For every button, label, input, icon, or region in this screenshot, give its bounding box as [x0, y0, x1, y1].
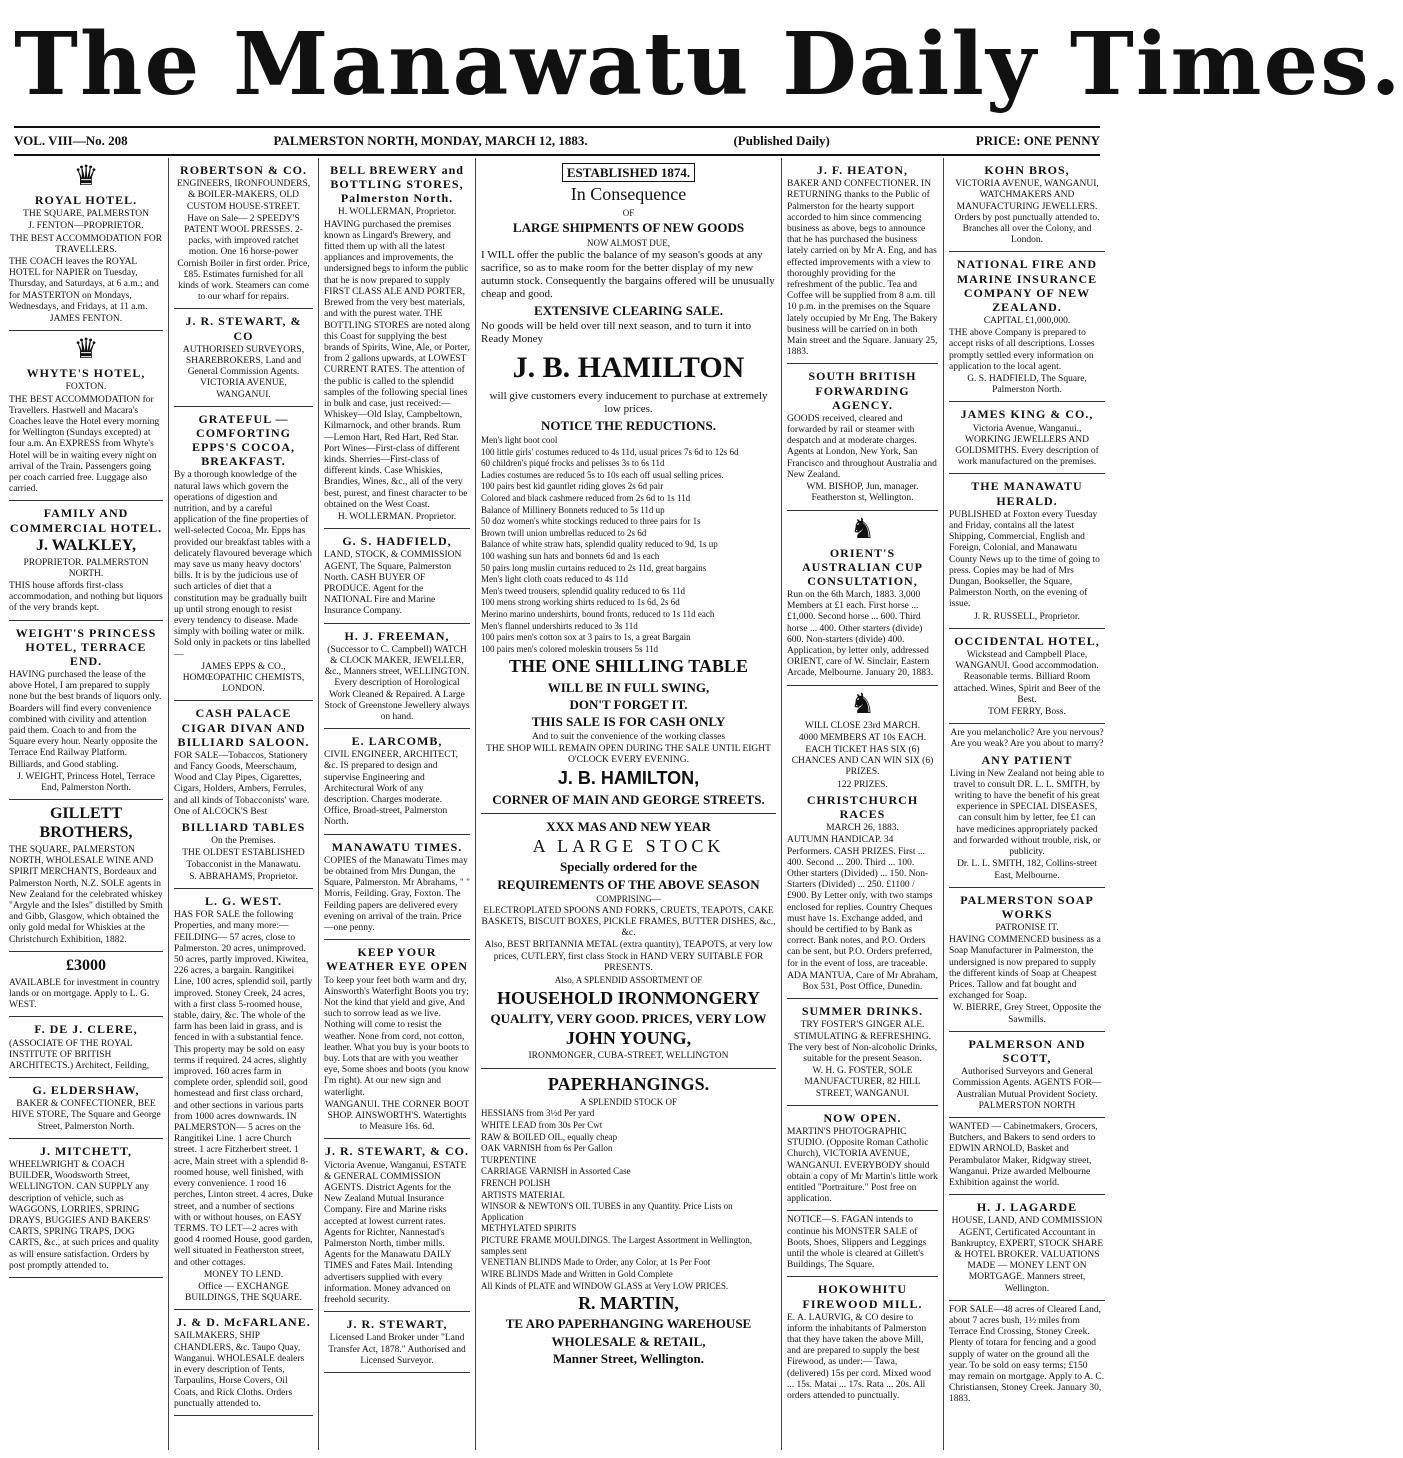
ad-title: PALMERSON AND SCOTT,	[968, 1036, 1086, 1065]
ad-money: MONEY TO LEND.	[203, 1269, 284, 1280]
published-note: (Published Daily)	[733, 133, 830, 148]
ad-princess-hotel	[9, 621, 163, 801]
ad-tables: BILLIARD TABLES	[181, 820, 306, 835]
ad-body: Living in New Zealand not being able to travel to consult DR. L. L. SMITH, by writing to have the benefit of his great experience in SPECIAL DISEASES, can consult him by letter, fee £1 can have medicines appropriately packed and forwarded without trouble, risk, or publicity.	[949, 768, 1105, 858]
ad-title: MANAWATU TIMES.	[331, 839, 463, 854]
ad-title: L. G. WEST.	[205, 894, 282, 909]
ad-title: PALMERSTON SOAP WORKS	[960, 892, 1094, 921]
ad-title: WHYTE'S HOTEL,	[26, 366, 146, 381]
reduction-line: 50 doz women's white stockings reduced to three pairs for 1s	[481, 516, 701, 527]
ad-sub: ENGINEERS, IRONFOUNDERS, & BOILER-MAKERS, OLD CUSTOM HOUSE-STREET.	[176, 179, 311, 212]
reduction-line: 50 pairs long muslin curtains reduced to 2s 11d, great bargains	[481, 562, 707, 573]
ad-lagarde	[949, 1195, 1105, 1301]
paper-item: ARTISTS MATERIAL	[481, 1189, 565, 1200]
ad-body: THE above Company is prepared to accept risks of all descriptions. Losses promptly settled every information on application to the local agent.	[949, 328, 1095, 372]
ad-wanted	[949, 1118, 1105, 1195]
ad-sign: S. ABRAHAMS, Proprietor.	[189, 871, 298, 882]
ad-quality: QUALITY, VERY GOOD. PRICES, VERY LOW	[490, 1010, 767, 1026]
ad-body: AUTHORISED SURVEYORS, SHAREBROKERS, Land and General Commission Agents. VICTORIA AVENUE, WANGANUI.	[182, 344, 305, 400]
paper-item: RAW & BOILED OIL, equally cheap	[481, 1131, 618, 1142]
ad-body: Victoria Avenue, Wanganui., WORKING JEWELLERS AND GOLDSMITHS. Every description of work manufactured on the premises.	[955, 423, 1099, 468]
ad-sign: WANGANUI. THE CORNER BOOT SHOP. AINSWORTH'S. Watertights to Measure 16s. 6d.	[324, 1099, 470, 1133]
ad-body: (Successor to C. Campbell) WATCH & CLOCK MAKER, JEWELLER, &c., Manners street, WELLINGTON. Every description of Horological Work Cleaned & Repaired. A Large Stock of Greenstone Jewellery always on hand.	[324, 644, 470, 722]
ad-christchurch-races	[787, 686, 938, 1000]
ad-swing: WILL BE IN FULL SWING,	[547, 679, 710, 695]
ad-title: J. R. STEWART, & CO.	[324, 1144, 470, 1159]
ad-notice: NOTICE THE REDUCTIONS.	[541, 417, 716, 433]
ad-body: TRY FOSTER'S GINGER ALE. STIMULATING & REFRESHING. The very best of Non-alcoholic Drinks, suitable for the present Season.	[787, 1020, 938, 1064]
column-6	[944, 158, 1110, 1450]
ad-britannia: Also, BEST BRITANNIA METAL (extra quantity), TEAPOTS, at very low prices, CUTLERY, first class Stock in HAND VERY SUITABLE FOR PRESENTS.	[484, 940, 773, 973]
ad-martin-addr: Manner Street, Wellington.	[553, 1351, 704, 1367]
reduction-line: Colored and black cashmere reduced from 2s 6d to 1s 11d	[481, 492, 691, 503]
ad-title: J. MITCHETT,	[39, 1143, 133, 1158]
ad-body: HAS FOR SALE the following Properties, and many more:— FEILDING— 57 acres, close to Palmerston. 20 acres, unimproved. 50 acres, partly improved. Kiwitea, 226 acres, a bargain. Rangitikei Line, 100 acres, splendid soil, partly improved. Stoney Creek, 24 acres, with a first class 5-roomed house, stable, dairy, &c. The whole of the farm has been laid in grass, and is fenced in with a substantial fence. This property may be sold on easy terms if required. 24 acres, slightly improved. 160 acres farm in complete order, splendid soil, good homestead and first class orchard, and other sections in various parts from 1000 acres downwards. IN PALMERSTON— 5 acres on the Rangitikei Line. 1 acre Church street. 1 acre Fitzherbert street. 1 acre, Main street with a splendid 8-roomed house, well finished, with every convenience. 1 rood 16 perches, Linton street. 4 acres, Duke street, and a number of sections with or without houses, on EASY TERMS. TO LET—2 acres with good 4 roomed House, good garden, well situated in Featherston street, and other cottages.	[174, 910, 313, 1268]
ad-stewart-agents	[324, 1139, 470, 1312]
ad-body: To keep your feet both warm and dry, Ainsworth's Waterfight Boots you try; Not the kind that yield and give, And such to sorrow lead as we live. Nothing will come to resist the weather. None from cord, not cotton, leather. What you buy is your boots to buy. Lots that are with you weather eye, Some shoes and boots (you know I'm right). At our new sign and waterlight.	[324, 975, 470, 1098]
ad-ironmongery: HOUSEHOLD IRONMONGERY	[497, 987, 760, 1008]
racehorse-icon: ♞	[849, 513, 876, 545]
ad-close: WILL CLOSE 23rd MARCH.	[804, 720, 921, 731]
ad-hamilton-sale	[481, 158, 776, 814]
ad-sign: TOM FERRY, Boss.	[988, 706, 1066, 717]
ad-body: LAND, STOCK, & COMMISSION AGENT, The Square, Palmerston North. CASH BUYER OF PRODUCE. Agent for the NATIONAL Fire and Marine Insurance Company.	[324, 550, 462, 617]
ad-owner: H. WOLLERMAN, Proprietor.	[337, 207, 457, 218]
ad-body: HOUSE, LAND, AND COMMISSION AGENT, Certificated Accountant in Bankruptcy, EXPERT, STOCK SHARE & HOTEL BROKER. VALUATIONS MADE — MONEY LENT ON MORTGAGE. Manners street, Wellington.	[950, 1216, 1104, 1294]
ad-body: SAILMAKERS, SHIP CHANDLERS, &c. Taupo Quay, Wanganui. WHOLESALE dealers in every description of Tents, Tarpaulins, Horse Covers, Oil Coats, and Rick Cloths. Orders punctually attended to.	[174, 1331, 305, 1409]
ad-title: CHRISTCHURCH RACES	[806, 792, 919, 821]
ad-title: J. & D. McFARLANE.	[176, 1315, 311, 1330]
ad-body: GOODS received, cleared and forwarded by rail or steamer with despatch and at moderate charges. Agents at London, New York, San Francisco and throughout Australia and New Zealand.	[787, 413, 937, 480]
ad-west	[174, 889, 313, 1310]
ad-money	[9, 952, 163, 1017]
ad-ticket: EACH TICKET HAS SIX (6) CHANCES AND CAN WIN SIX (6) PRIZES.	[791, 745, 934, 778]
ad-title: G. S. HADFIELD,	[342, 534, 452, 549]
ad-office: Office — EXCHANGE BUILDINGS, THE SQUARE.	[185, 1281, 302, 1304]
reduction-line: 100 mens strong working shirts reduced to 1s 6d, 2s 6d	[481, 597, 680, 608]
ad-commercial-hotel	[9, 501, 163, 620]
ad-body: BAKER & CONFECTIONER, BEE HIVE STORE, The Square and George Street, Palmerston North.	[11, 1099, 161, 1132]
ad-stewart-broker	[324, 1312, 470, 1373]
ad-dr-smith	[949, 724, 1105, 888]
ad-hamilton-name: J. B. HAMILTON	[512, 351, 745, 385]
ad-body: FOR SALE—Tobaccos, Stationery and Fancy Goods, Meerschaum, Wood and Clay Pipes, Cigarettes, Cigars, Holders, Ambers, Ferrules, and all kinds of Tobacconists' ware. One of ALCOCK'S Best	[174, 750, 310, 817]
ad-body: AUTUMN HANDICAP. 34 Performers. CASH PRIZES. First ... 400. Second ... 200. Third ... 100. Other starters (Divided) ... 150. Non-Starters (Divided) ... 250. £1100 / £900. By Letter only, with two stamps enclosed for replies. Country Cheques must have 1s. Exchange added, and should be certified to by Bank as correct. Bank notes, and P.O. Orders can be sent, but P.O. Orders preferred, for in the event of loss, are traceable.	[787, 835, 933, 969]
paper-item: VENETIAN BLINDS Made to Order, any Color, at 1s Per Foot	[481, 1257, 711, 1268]
ad-freeman	[324, 624, 470, 730]
reduction-line: 100 pairs best kid gauntlet riding gloves 2s 6d pair	[481, 481, 664, 492]
ad-title: SUMMER DRINKS.	[801, 1004, 924, 1019]
ad-title: GILLETT BROTHERS,	[39, 805, 133, 842]
ad-mcfarlane	[174, 1310, 313, 1416]
ad-sub: PATRONISE IT.	[995, 923, 1059, 934]
ad-title: SOUTH BRITISH FORWARDING AGENCY.	[808, 369, 917, 412]
ad-weather-eye	[324, 940, 470, 1139]
reduction-line: Balance of white straw hats, splendid quality reduced to 9d, 1s up	[481, 539, 718, 550]
ad-body: Have on Sale— 2 SPEEDY'S PATENT WOOL PRESSES. 2-packs, with improved ratchet motion. One 16 horse-power Cornish Boiler in first order. Price, £85. Estimates furnished for all kinds of work. Steamers can come to our wharf for repairs.	[177, 213, 310, 303]
ad-title: NATIONAL FIRE AND MARINE INSURANCE COMPANY OF NEW ZEALAND.	[956, 257, 1098, 314]
ad-stewart	[174, 309, 313, 406]
ad-title: J. R. STEWART,	[346, 1317, 448, 1332]
ad-john-young	[481, 814, 776, 1069]
ad-title: J. F. HEATON,	[816, 163, 909, 177]
ad-place: FOXTON.	[65, 382, 107, 393]
paper-item: CARRIAGE VARNISH in Assorted Case	[481, 1166, 631, 1177]
ad-comprising: COMPRISING—	[596, 894, 661, 905]
column-2	[169, 158, 319, 1450]
reductions-list	[481, 435, 776, 655]
ad-sign: JAMES EPPS & CO., HOMŒOPATHIC CHEMISTS, LONDON.	[182, 661, 305, 695]
reduction-line: Men's flannel undershirts reduced to 3s 11d	[481, 620, 638, 631]
ad-south-british	[787, 364, 938, 510]
ad-sign: W. BIERRE, Grey Street, Opposite the Sawmills.	[953, 1003, 1101, 1025]
ad-young-name: JOHN YOUNG,	[565, 1028, 692, 1049]
reduction-line: 100 pairs men's colored moleskin trousers 5s 11d	[481, 643, 659, 654]
ad-title: F. DE J. CLERE,	[34, 1022, 138, 1037]
ad-title: KEEP YOUR WEATHER EYE OPEN	[326, 945, 468, 974]
ad-body: Run on the 6th March, 1883. 3,000 Members at £1 each. First horse ... £1,000. Second horse ... 600. Third horse ... 400. Other starters (divide) 600. Non-starters (divide) 400. Application, by letter only, addressed ORIENT, care of W. Sinclair, Eastern Arcade, Melbourne. January 20, 1883.	[787, 589, 934, 679]
ad-robertson	[174, 158, 313, 309]
ad-hadfield	[324, 529, 470, 623]
ad-large-stock: A LARGE STOCK	[532, 836, 725, 857]
ad-corner: CORNER OF MAIN AND GEORGE STREETS.	[492, 791, 765, 807]
coat-of-arms-icon: ♛	[73, 334, 99, 366]
ad-body: THE BEST ACCOMMODATION for Travellers. Hastwell and Macara's Coaches leave the Hotel every morning for Wellington (Sundays excepted) at four a.m. An EXPRESS from Whyte's Hotel will be in waiting every night on arrival of the Train. Passengers going per coach carried free. Luggage also carried.	[9, 394, 160, 495]
column-1	[4, 158, 169, 1450]
ad-paperhangings: PAPERHANGINGS.	[547, 1073, 710, 1094]
issue-date: PALMERSTON NORTH, MONDAY, MARCH 12, 1883.	[273, 133, 588, 148]
ad-forget: DON'T FORGET IT.	[569, 697, 688, 713]
ad-title: KOHN BROS,	[984, 163, 1070, 177]
ad-firewood	[787, 1277, 938, 1407]
ad-headline: In Consequence	[570, 184, 687, 205]
price: PRICE: ONE PENNY	[975, 133, 1100, 148]
masthead-title: The Manawatu Daily Times.	[14, 14, 1403, 115]
ad-title: E. LARCOMB,	[351, 734, 443, 749]
ad-kohn-bros	[949, 158, 1105, 252]
ad-premises: On the Premises.	[211, 836, 276, 847]
ad-oldest: THE OLDEST ESTABLISHED Tobacconist in the Manawatu.	[182, 848, 305, 870]
ad-fagan	[787, 1211, 938, 1277]
ad-national-insurance	[949, 252, 1105, 402]
ad-title: ROBERTSON & CO.	[180, 163, 307, 177]
column-5	[782, 158, 944, 1450]
reduction-line: 100 little girls' costumes reduced to 4s 11d, usual prices 7s 6d to 12s 6d	[481, 446, 739, 457]
ad-body: Wickstead and Campbell Place, WANGANUI. Good accommodation. Reasonable terms. Billiard Room attached. Wines, Spirit and Beer of the Best.	[953, 649, 1101, 705]
ad-gillett-brothers	[9, 800, 163, 952]
reduction-line: Men's light cloth coats reduced to 4s 11d	[481, 574, 629, 585]
ad-paper-stock: A SPLENDID STOCK OF	[579, 1096, 678, 1107]
ad-cash-palace	[174, 701, 313, 889]
ad-body: (ASSOCIATE OF THE ROYAL INSTITUTE OF BRITISH ARCHITECTS.) Architect, Feilding,	[9, 1038, 150, 1071]
reduction-line: Balance of Millinery Bonnets reduced to 5s 11d up	[481, 504, 665, 515]
paper-item: FRENCH POLISH	[481, 1178, 551, 1189]
ad-body: THE COACH leaves the ROYAL HOTEL for NAPIER on Tuesday, Thursday, and Saturdays, at 6 a.m.; and for MASTERTON on Mondays, Wednesdays, and Fridays, at 11 a.m.	[9, 256, 159, 312]
ad-intro: I WILL offer the public the balance of my season's goods at any sacrifice, so as to make room for the better display of my new autumn stock. Consequently the bargains offered will be unusually cheap and good.	[481, 249, 775, 301]
ad-title: JAMES KING & CO.,	[960, 407, 1094, 422]
reduction-line: Men's light boot cool	[481, 434, 558, 445]
column-3	[319, 158, 476, 1450]
ad-manawatu-herald	[949, 474, 1105, 628]
paper-item: WHITE LEAD from 30s Per Cwt	[481, 1119, 603, 1130]
ad-body: WANTED — Cabinetmakers, Grocers, Butchers, and Bakers to send orders to EDWIN ARNOLD, Basket and Perambulator Maker, Ridgway street, Wanganui. Prize awarded Melbourne Exhibition against the world.	[949, 1121, 1098, 1188]
established: ESTABLISHED 1874.	[481, 163, 776, 182]
ad-body: COPIES of the Manawatu Times may be obtained from Mrs Dungan, the Square, Palmerston. Mr Abrahams, " " Morris, Feilding. Gray, Foxton. The Feilding papers are delivered every evening on arrival of the train. Price—one penny.	[324, 855, 471, 934]
reduction-line: 100 pairs men's cotton sox at 3 pairs to 1s, a great Bargain	[481, 632, 691, 643]
reduction-line: Men's tweed trousers, splendid quality reduced to 6s 11d	[481, 585, 685, 596]
dateline	[14, 126, 1100, 156]
ad-clearing: EXTENSIVE CLEARING SALE.	[534, 302, 723, 318]
ad-open-till: THE SHOP WILL REMAIN OPEN DURING THE SALE UNTIL EIGHT O'CLOCK EVERY EVENING.	[486, 743, 771, 766]
ad-of: OF	[622, 207, 635, 218]
paper-item: TURPENTINE	[481, 1154, 537, 1165]
ad-mitchett	[9, 1139, 163, 1278]
racehorse-icon: ♞	[849, 688, 876, 720]
ad-capital: CAPITAL £1,000,000.	[983, 316, 1071, 326]
ad-name: J. WALKLEY,	[35, 536, 137, 554]
ad-title: H. J. FREEMAN,	[344, 628, 450, 643]
paper-item: WIRE BLINDS Made and Written in Gold Complete	[481, 1268, 673, 1279]
ad-body: NOTICE—S. FAGAN intends to continue his MONSTER SALE of Boots, Shoes, Slippers and Leggings until the whole is cleared at Gillett's Buildings, The Square.	[787, 1215, 927, 1271]
ad-owner: J. FENTON—PROPRIETOR.	[28, 221, 144, 232]
ad-title: ORIENT'S AUSTRALIAN CUP CONSULTATION,	[801, 545, 923, 588]
paper-items-list	[481, 1108, 776, 1291]
ad-xmas: XXX MAS AND NEW YEAR	[546, 818, 711, 834]
ad-whytes-hotel	[9, 331, 163, 501]
ad-cash-only: THIS SALE IS FOR CASH ONLY	[531, 714, 726, 730]
ad-prizes: 122 PRIZES.	[837, 779, 888, 790]
ad-inducement: will give customers every inducement to purchase at extremely low prices.	[489, 389, 768, 415]
ad-sign: H. WOLLERMAN. Proprietor.	[337, 511, 457, 522]
paper-item: OAK VARNISH from 6s Per Gallon	[481, 1143, 613, 1154]
coat-of-arms-icon: ♛	[73, 161, 99, 192]
ad-for-sale	[949, 1301, 1105, 1411]
ad-requirements: REQUIREMENTS OF THE ABOVE SEASON	[497, 876, 760, 892]
ad-body: HAVING purchased the lease of the above Hotel, I am prepared to supply none but the best brands of liquors only. Boarders will find every convenience combined with civility and attention paid them. Coach to and from the Square every hour. Nearly opposite the Terrace End Railway Platform. Billiards, and Good stabling.	[9, 670, 162, 770]
ad-occidental-hotel	[949, 629, 1105, 724]
ad-sign: J. R. RUSSELL, Proprietor.	[974, 611, 1080, 622]
ad-sign: JAMES FENTON.	[49, 313, 123, 324]
ad-body: AVAILABLE for investment in country lands or on mortgage. Apply to L. G. WEST.	[9, 977, 160, 1011]
ad-body: MARTIN'S PHOTOGRAPHIC STUDIO. (Opposite Roman Catholic Church), VICTORIA AVENUE, WANGANUI. EVERYBODY should obtain a copy of Mr Martin's little work entitled "Portraiture." Post free on application.	[787, 1126, 938, 1205]
ad-electro: ELECTROPLATED SPOONS AND FORKS, CRUETS, TEAPOTS, CAKE BASKETS, BISCUIT BOXES, PICKLE FRAMES, BUTTER DISHES, &c., &c.	[481, 905, 776, 939]
ad-specially: Specially ordered for the	[559, 859, 698, 875]
ad-title: THE MANAWATU HERALD.	[971, 479, 1083, 508]
ad-body: CIVIL ENGINEER, ARCHITECT, &c. IS prepared to design and supervise Engineering and Architectural Work of any description. Charges moderate. Office, Broad-street, Palmerston North.	[324, 750, 459, 828]
ad-role: PROPRIETOR. PALMERSTON NORTH.	[23, 557, 149, 579]
ad-body: WHEELWRIGHT & COACH BUILDER, Woodsworth Street, WELLINGTON. CAN SUPPLY any description of vehicle, such as WAGGONS, LORRIES, SPRING DRAYS, BUGGIES AND BAKERS' CARTS, SPRING TRAPS, DOG CARTS, &c., at such prices and quality as will ensure satisfaction. Orders by post promptly attended to.	[9, 1160, 160, 1271]
ad-heaton	[787, 158, 938, 364]
ad-sign: J. WEIGHT, Princess Hotel, Terrace End, Palmerston North.	[17, 771, 155, 794]
column-4	[476, 158, 782, 1450]
ad-young-addr: IRONMONGER, CUBA-STREET, WELLINGTON	[528, 1051, 729, 1062]
ad-title: G. ELDERSHAW,	[32, 1083, 140, 1098]
paper-item: WINSOR & NEWTON'S OIL TUBES in any Quantity. Price Lists on Application	[481, 1201, 733, 1222]
ad-hamilton-name-2: J. B. HAMILTON,	[557, 768, 700, 789]
ad-title: BELL BREWERY and BOTTLING STORES, Palmerston North.	[330, 163, 464, 206]
ad-larcomb	[324, 729, 470, 835]
reduction-line: 60 children's piqué frocks and pelisses 3s to 6s 11d	[481, 458, 665, 469]
ad-royal-hotel	[9, 158, 163, 331]
ad-james-king	[949, 402, 1105, 474]
ad-sign: ADA MANTUA, Care of Mr Abraham, Box 531, Post Office, Dunedin.	[787, 970, 938, 992]
ad-amount: £3000	[66, 956, 106, 974]
ad-martin-sub: TE ARO PAPERHANGING WAREHOUSE	[505, 1316, 752, 1332]
ad-body: PUBLISHED at Foxton every Tuesday and Friday, contains all the latest Shipping, Commercial, English and Foreign, Colonial, and Manawatu County News up to the time of going to press. Copies may be had of Mrs Dungan, Bookseller, the Square, Palmerston North, on the evening of issue.	[949, 509, 1100, 610]
ad-clere	[9, 1017, 163, 1078]
ad-title: J. R. STEWART, & CO	[185, 314, 302, 343]
paper-item: METHYLATED SPIRITS	[481, 1223, 577, 1234]
ad-title: WEIGHT'S PRINCESS HOTEL, TERRACE END.	[15, 625, 157, 668]
ad-title: FAMILY AND COMMERCIAL HOTEL.	[9, 506, 163, 535]
ad-now: NOW ALMOST DUE,	[587, 237, 670, 248]
volume-number: VOL. VIII—No. 208	[14, 133, 128, 148]
reduction-line: Ladies costumes are reduced 5s to 10s each off usual selling prices.	[481, 469, 724, 480]
ad-now-open	[787, 1106, 938, 1212]
ad-sign: Dr. L. L. SMITH, 182, Collins-street East, Melbourne.	[957, 859, 1097, 881]
ad-body: Authorised Surveyors and General Commission Agents. AGENTS FOR—Australian Mutual Provident Society. PALMERSTON NORTH	[952, 1067, 1102, 1111]
reduction-line: Brown twill union umbrellas reduced to 2s 6d	[481, 527, 647, 538]
ad-body: THIS house affords first-class accommodation, and nothing but liquors of the very brands kept.	[9, 580, 163, 614]
ad-body: BAKER AND CONFECTIONER. IN RETURNING thanks to the Public of Palmerston for the hearty support accorded to him since commencing business as above, begs to announce that he has purchased the business lately carried on by Mr A. Eng, and has effected improvements with a view to thoroughly providing for the refreshment of the public. Tea and Coffee will be supplied from 8 a.m. till 10 p.m. in the premises on the Square lately occupied by Mr Eng. The Bakery business will be carried on in both Main street and the Square. January 25, 1883.	[787, 179, 938, 358]
ad-body: THE BEST ACCOMMODATION FOR TRAVELLERS.	[9, 233, 163, 255]
ad-eldershaw	[9, 1078, 163, 1139]
ad-title: H. J. LAGARDE	[976, 1200, 1078, 1215]
ad-body: THE SQUARE, PALMERSTON NORTH, WHOLESALE WINE AND SPIRIT MERCHANTS, Bordeaux and Palmerston North, N.Z. SOLE agents in New Zealand for the celebrated whiskey "Argyle and the Isles" distilled by Smith and Gibb, Glasgow, which obtained the only gold medal for Whiskies at the Christchurch Exhibition, 1882.	[9, 845, 163, 945]
ad-body: Victoria Avenue, Wanganui, ESTATE & GENERAL COMMISSION AGENTS. District Agents for the New Zealand Mutual Insurance Company. Fire and Marine risks accepted at lowest current rates. Agents for Richter, Nannestad's Palmerston North, timber mills. Agents for the Manawatu DAILY TIMES and Fates Mail. Intending advertisers supplied with every information. Money advanced on freehold security.	[324, 1160, 467, 1306]
ad-sign: G. S. HADFIELD, The Square, Palmerston North.	[967, 374, 1087, 396]
ad-title: ANY PATIENT	[981, 752, 1073, 767]
paper-item: HESSIANS from 3½d Per yard	[481, 1108, 595, 1119]
ad-splendid: Also, A SPLENDID ASSORTMENT OF	[554, 974, 703, 985]
ad-shilling-table: THE ONE SHILLING TABLE	[509, 656, 748, 677]
ad-orient	[787, 511, 938, 686]
ad-palmerson-scott	[949, 1032, 1105, 1118]
ad-martin-ws: WHOLESALE & RETAIL,	[551, 1333, 706, 1349]
ad-questions: Are you melancholic? Are you nervous? Are you weak? Are you about to marry?	[950, 728, 1104, 750]
paper-item: PICTURE FRAME MOULDINGS. The Largest Assortment in Wellington, samples sent	[481, 1235, 753, 1256]
ad-sign: WM. BISHOP, Jun, manager. Featherston st, Wellington.	[806, 482, 919, 504]
ad-manawatu-times	[324, 835, 470, 941]
ad-shipments: LARGE SHIPMENTS OF NEW GOODS	[512, 220, 745, 236]
ad-title: ROYAL HOTEL.	[34, 193, 138, 207]
ad-martin-name: R. MARTIN,	[578, 1293, 679, 1314]
ad-sign: W. H. G. FOSTER, SOLE MANUFACTURER, 82 HILL STREET, WANGANUI.	[804, 1066, 921, 1099]
ad-body: By a thorough knowledge of the natural laws which govern the operations of digestion and nutrition, and by a careful application of the fine properties of well-selected Cocoa, Mr. Epps has provided our breakfast tables with a delicately flavoured beverage which may save us many heavy doctors' bills. It is by the judicious use of such articles of diet that a constitution may be gradually built up until strong enough to resist every tendency to disease. Made simply with boiling water or milk. Sold only in packets or tins labelled—	[174, 470, 312, 660]
ad-date: MARCH 26, 1883.	[826, 823, 899, 834]
ad-title: NOW OPEN.	[823, 1110, 902, 1125]
ad-body: HAVING purchased the premises known as Lingard's Brewery, and fitted them up with all the latest appliances and improvements, the undersigned begs to inform the public that he is now prepared to supply FIRST CLASS ALE AND PORTER, Brewed from the very best materials, and with the purest water. THE BOTTLING STORES are noted along this Coast for supplying the best brands of Spirits, Wine, Ale, or Porter, from 2 gallons upwards, at LOWEST CURRENT RATES. The attention of the public is called to the splendid samples of the following special lines in bulk and case, just received:— Whiskey—Old Islay, Campbeltown, Kilmarnock, and other brands. Rum—Lemon Hart, Red Hart, Red Star. Port Wines—First-class of different kinds. Sherries—First-class of different kinds. Case Whiskies, Brandies, Wines, &c., all of the very best, purest, and finest character to be obtained on the West Coast.	[324, 219, 470, 510]
ad-martin	[481, 1069, 776, 1373]
ad-body: Licensed Land Broker under "Land Transfer Act, 1878." Authorised and Licensed Surveyor.	[328, 1333, 466, 1366]
ad-epps-cocoa	[174, 407, 313, 702]
ad-bell-brewery	[324, 158, 470, 529]
ad-title: GRATEFUL — COMFORTING EPPS'S COCOA, BREAKFAST.	[191, 411, 295, 469]
ad-body: E. A. LAURVIG, & CO desire to inform the inhabitants of Palmerston that they have taken the above Mill, and are prepared to supply the best Firewood, as under:— Tawa, (delivered) 15s per cord. Mixed wood ... 15s. Matai ... 17s. Rata ... 20s. All orders attended to punctually.	[787, 1312, 932, 1402]
reduction-line: Merino marino undershirts, bound fronts, reduced to 1s 11d each	[481, 609, 715, 620]
ad-title: CASH PALACE CIGAR DIVAN AND BILLIARD SALOON.	[177, 706, 310, 749]
ad-no-goods: No goods will be held over till next season, and to turn it into Ready Money	[481, 320, 752, 346]
ad-convenience: And to suit the convenience of the working classes	[531, 731, 726, 742]
ad-body: FOR SALE—48 acres of Cleared Land, about 7 acres bush, 1½ miles from Terrace End Crossing, Stoney Creek. Plenty of totara for fencing and a good supply of water on the ground all the year. To be sold on easy terms; £150 may remain on mortgage. Apply to A. C. Christiansen, Stoney Creek. January 30, 1883.	[949, 1304, 1105, 1405]
reduction-line: 100 washing sun hats and bonnets 6d and 1s each	[481, 551, 660, 561]
paper-item: All Kinds of PLATE and WINDOW GLASS at Very LOW PRICES.	[481, 1280, 729, 1291]
ad-place: THE SQUARE, PALMERSTON	[23, 209, 149, 220]
ad-members: 4000 MEMBERS AT 10s EACH.	[798, 732, 927, 743]
ad-body: HAVING COMMENCED business as a Soap Manufacturer in Palmerston, the undersigned is now prepared to supply the different kinds of Soap at Cheapest Prices. Tallow and fat bought and exchanged for Soap.	[949, 935, 1101, 1002]
ad-title: HOKOWHITU FIREWOOD MILL.	[802, 1282, 923, 1311]
ad-soap-works	[949, 888, 1105, 1032]
ad-summer-drinks	[787, 999, 938, 1106]
ad-title: OCCIDENTAL HOTEL,	[954, 633, 1100, 648]
ad-body: VICTORIA AVENUE, WANGANUI, WATCHMAKERS AND MANUFACTURING JEWELLERS. Orders by post punctually attended to. Branches all over the Colony, and London.	[954, 179, 1100, 246]
